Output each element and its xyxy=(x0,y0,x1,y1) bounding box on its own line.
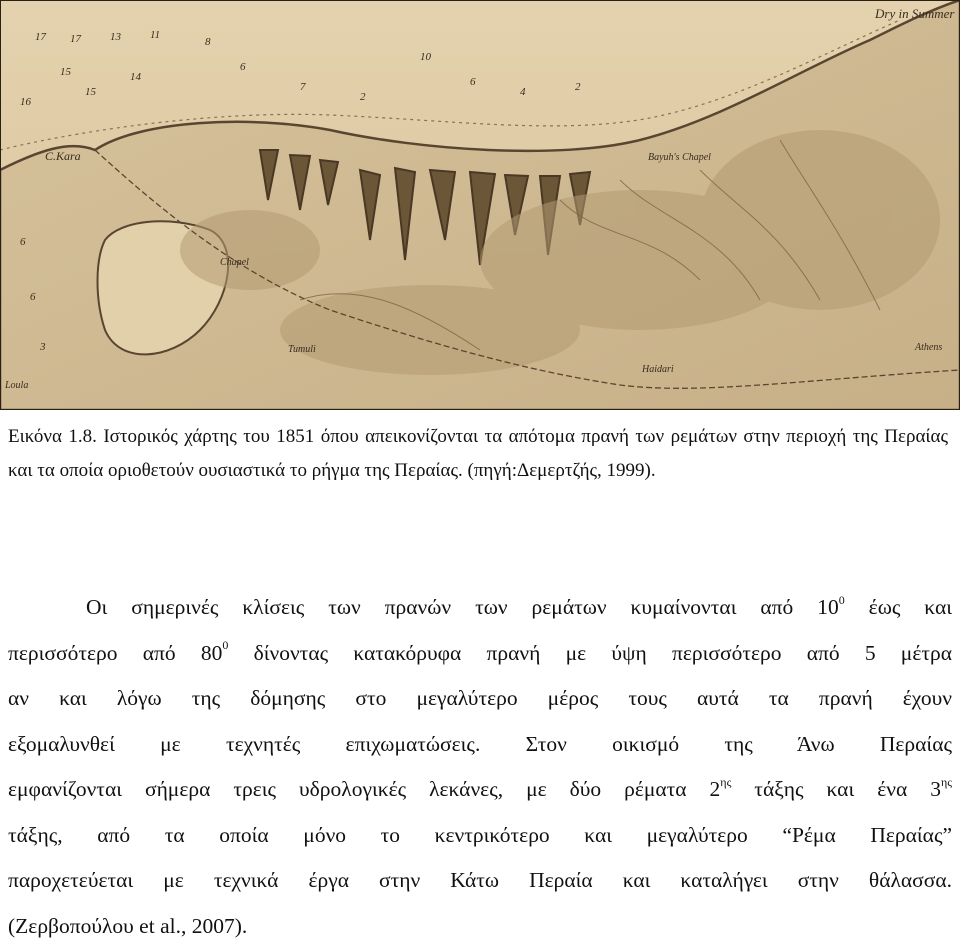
svg-text:11: 11 xyxy=(150,29,160,41)
svg-text:17: 17 xyxy=(70,33,82,45)
svg-text:2: 2 xyxy=(575,81,581,93)
paragraph-line: εμφανίζονται σήμερα τρεις υδρολογικές λεκάνες, με δύο ρέματα $2^{\eta\varsigma}$ τάξης και ένα $3^{\eta\varsigma}$ xyxy=(8,767,952,813)
chapel-label-2: Bayuh's Chapel xyxy=(648,152,711,163)
paragraph-line: εξομαλυνθεί με τεχνητές επιχωματώσεις. Στον οικισμό της Άνω Περαίας xyxy=(8,722,952,768)
figure-caption: Εικόνα 1.8. Ιστορικός χάρτης του 1851 όπου απεικονίζονται τα απότομα πρανή των ρεμάτων στην περιοχή της Περαίας και τα οποία οριοθετούν ουσιαστικά το ρήγμα της Περαίας. (πηγή:Δεμερτζής, 1999). xyxy=(8,420,948,488)
svg-text:2: 2 xyxy=(360,91,366,103)
svg-text:8: 8 xyxy=(205,36,211,48)
svg-text:6: 6 xyxy=(470,76,476,88)
chapel-label: Chapel xyxy=(220,257,249,268)
svg-text:14: 14 xyxy=(130,71,142,83)
historical-map xyxy=(0,0,960,410)
tumuli-label: Tumuli xyxy=(288,344,316,355)
paragraph-line: περισσότερο από $80^0$ δίνοντας κατακόρυφα πρανή με ύψη περισσότερο από 5 μέτρα xyxy=(8,631,952,677)
svg-text:15: 15 xyxy=(85,86,97,98)
svg-text:6: 6 xyxy=(30,291,36,303)
haidari-label: Haidari xyxy=(641,364,674,375)
svg-text:15: 15 xyxy=(60,66,72,78)
body-paragraph xyxy=(8,585,952,949)
athens-label: Athens xyxy=(914,342,942,353)
svg-text:6: 6 xyxy=(20,236,26,248)
paragraph-line: τάξης, από τα οποία μόνο το κεντρικότερο και μεγαλύτερο “Ρέμα Περαίας” xyxy=(8,813,952,859)
svg-text:3: 3 xyxy=(39,341,46,353)
paragraph-line: (Ζερβοπούλου et al., 2007). xyxy=(8,904,952,949)
svg-text:6: 6 xyxy=(240,61,246,73)
svg-text:17: 17 xyxy=(35,31,47,43)
paragraph-line: αν και λόγω της δόμησης στο μεγαλύτερο μέρος τους αυτά τα πρανή έχουν xyxy=(8,676,952,722)
bottom-left-label: Loula xyxy=(4,380,28,391)
svg-text:7: 7 xyxy=(300,81,306,93)
dry-in-summer-label: Dry in Summer xyxy=(874,6,955,21)
svg-text:4: 4 xyxy=(520,86,526,98)
paragraph-line: παροχετεύεται με τεχνικά έργα στην Κάτω Περαία και καταλήγει στην θάλασσα. xyxy=(8,858,952,904)
paragraph-line: Οι σημερινές κλίσεις των πρανών των ρεμάτων κυμαίνονται από $10^0$ έως και xyxy=(8,585,952,631)
svg-text:13: 13 xyxy=(110,31,122,43)
cape-label: C.Kara xyxy=(45,149,81,163)
svg-text:10: 10 xyxy=(420,51,432,63)
svg-text:16: 16 xyxy=(20,96,32,108)
historical-map-drawing xyxy=(0,0,960,410)
